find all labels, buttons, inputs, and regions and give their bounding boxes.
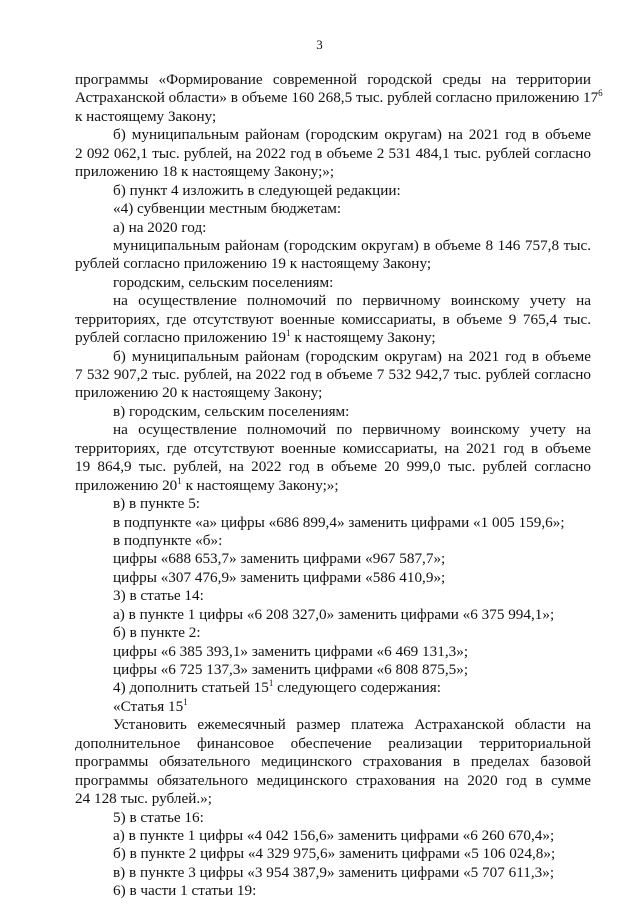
text-line — [75, 145, 591, 163]
superscript: 1 — [183, 696, 188, 707]
text-line-content: в подпункте «б»: — [113, 531, 223, 549]
text-line-content: приложению 18 к настоящему Закону;»; — [75, 163, 335, 181]
text-line — [75, 219, 591, 237]
text-line-content: в) в пункте 3 цифры «3 954 387,9» заменить цифрами «5 707 611,3»; — [113, 863, 555, 881]
text-line — [75, 88, 603, 107]
text-line-content: на осуществление полномочий по первичному воинскому учету на — [113, 292, 591, 310]
text-line-content: программы «Формирование современной городской среды на территории — [75, 71, 591, 88]
text-line-content: 7 532 907,2 тыс. рублей, на 2022 год в объеме 7 532 942,7 тыс. рублей согласно — [75, 366, 591, 383]
text-line — [75, 384, 591, 402]
text-line-content: Астраханской области» в объеме 160 268,5 тыс. рублей согласно приложению 17 — [75, 89, 599, 107]
text-line-content: рублей согласно приложению 19 к настоящему Закону; — [75, 255, 432, 273]
text-line — [75, 735, 591, 753]
text-line-content: территориях, где отсутствуют военные комиссариаты, на 2021 год в объеме — [75, 439, 591, 457]
text-line-content: б) в пункте 2 цифры «4 329 975,6» заменить цифрами «5 106 024,8»; — [113, 845, 556, 863]
text-line-content: б) муниципальным районам (городским округам) на 2021 год в объеме — [113, 347, 591, 365]
text-line — [75, 587, 591, 605]
text-line-content: 3) в статье 14: — [113, 587, 204, 605]
text-line-content: цифры «6 725 137,3» заменить цифрами «6 808 875,5»; — [113, 661, 469, 678]
text-line — [75, 679, 591, 697]
text-line-content: цифры «688 653,7» заменить цифрами «967 587,7»; — [113, 550, 446, 568]
text-line-content: 24 128 тыс. рублей.»; — [75, 790, 212, 808]
text-line-content: 4) дополнить статьей 15 — [113, 679, 269, 697]
text-line-content: «Статья 15 — [113, 697, 184, 715]
text-line — [75, 440, 591, 458]
text-line-content: а) в пункте 1 цифры «4 042 156,6» заменить цифрами «6 260 670,4»; — [113, 826, 555, 844]
text-line — [75, 311, 591, 329]
text-line-content: б) в пункте 2: — [113, 624, 201, 642]
text-line — [75, 624, 591, 642]
text-line-content: территориях, где отсутствуют военные комиссариаты, в объеме 9 765,4 тыс. — [75, 310, 591, 328]
text-line-content: 5) в статье 16: — [113, 808, 204, 826]
text-line — [75, 108, 591, 126]
text-line-content: Установить ежемесячный размер платежа Астраханской области на — [113, 716, 591, 734]
text-line-content: дополнительное финансовое обеспечение реализации территориальной — [75, 734, 591, 752]
text-line-content: к настоящему Закону; — [75, 107, 217, 125]
page-number: 3 — [316, 37, 323, 52]
text-line-content: а) в пункте 1 цифры «6 208 327,0» заменить цифрами «6 375 994,1»; — [113, 605, 555, 623]
text-line — [75, 606, 591, 624]
text-line — [75, 790, 591, 808]
text-line-content: 6) в части 1 статьи 19: — [113, 882, 257, 900]
text-line — [75, 403, 591, 421]
text-line-content: «4) субвенции местным бюджетам: — [113, 200, 342, 218]
text-line-content: в) городским, сельским поселениям: — [113, 402, 350, 420]
text-line — [75, 348, 591, 366]
text-line-content: 2 092 062,1 тыс. рублей, на 2022 год в объеме 2 531 484,1 тыс. рублей согласно — [75, 144, 591, 162]
text-line-continuation: к настоящему Закону; — [290, 329, 436, 347]
text-line — [75, 200, 591, 218]
text-line-continuation: следующего содержания: — [273, 679, 441, 697]
text-line-content: б) муниципальным районам (городским округам) на 2021 год в объеме — [113, 126, 591, 144]
text-line — [75, 845, 591, 863]
text-line-content: цифры «307 476,9» заменить цифрами «586 410,9»; — [113, 568, 446, 586]
text-line-content: в подпункте «а» цифры «686 899,4» заменить цифрами «1 005 159,6»; — [113, 513, 565, 531]
text-line — [75, 421, 591, 439]
text-line — [75, 477, 591, 495]
text-line — [75, 643, 591, 661]
text-line — [75, 772, 591, 790]
text-line-content: муниципальным районам (городским округам) в объеме 8 146 757,8 тыс. — [113, 236, 591, 254]
text-line — [75, 495, 591, 513]
text-line — [75, 255, 591, 273]
text-line-content: на осуществление полномочий по первичному воинскому учету на — [113, 421, 591, 439]
text-line-content: городским, сельским поселениям: — [113, 273, 334, 291]
text-line-continuation: к настоящему Закону;»; — [181, 476, 339, 494]
text-line — [75, 661, 591, 679]
text-line — [75, 532, 591, 550]
superscript: 6 — [598, 88, 603, 99]
text-line — [75, 827, 591, 845]
text-line — [75, 458, 591, 476]
text-line-content: рублей согласно приложению 19 — [75, 329, 287, 347]
text-line — [75, 716, 591, 734]
text-line — [75, 882, 591, 900]
text-line-content: а) на 2020 год: — [113, 218, 207, 236]
text-line — [75, 292, 591, 310]
text-line-content: цифры «6 385 393,1» заменить цифрами «6 469 131,3»; — [113, 642, 469, 660]
text-line-content: в) в пункте 5: — [113, 495, 201, 513]
text-line — [75, 569, 591, 587]
text-line — [75, 71, 591, 89]
text-line — [75, 126, 591, 144]
text-line-content: программы обязательного медицинского страхования в пределах базовой — [75, 753, 591, 771]
text-line-content: приложению 20 к настоящему Закону; — [75, 384, 323, 402]
body-text — [75, 71, 603, 901]
text-line-content: программы обязательного медицинского страхования на 2020 год в сумме — [75, 771, 591, 789]
text-line — [75, 163, 591, 181]
superscript: 1 — [177, 475, 182, 486]
text-line — [75, 237, 591, 255]
text-line — [75, 182, 591, 200]
text-line — [75, 864, 591, 882]
text-line-content: 19 864,9 тыс. рублей, на 2022 год в объеме 20 999,0 тыс. рублей согласно — [75, 458, 591, 476]
text-line — [75, 753, 591, 771]
text-line — [75, 514, 591, 532]
text-line-content: приложению 20 — [75, 476, 178, 494]
superscript: 1 — [268, 678, 274, 689]
text-line — [75, 809, 591, 827]
text-line — [75, 550, 591, 568]
text-line — [75, 366, 591, 384]
text-line — [75, 274, 591, 292]
text-line-content: б) пункт 4 изложить в следующей редакции: — [113, 181, 401, 199]
superscript: 1 — [286, 328, 291, 339]
text-line — [75, 329, 591, 347]
text-line — [75, 698, 591, 716]
